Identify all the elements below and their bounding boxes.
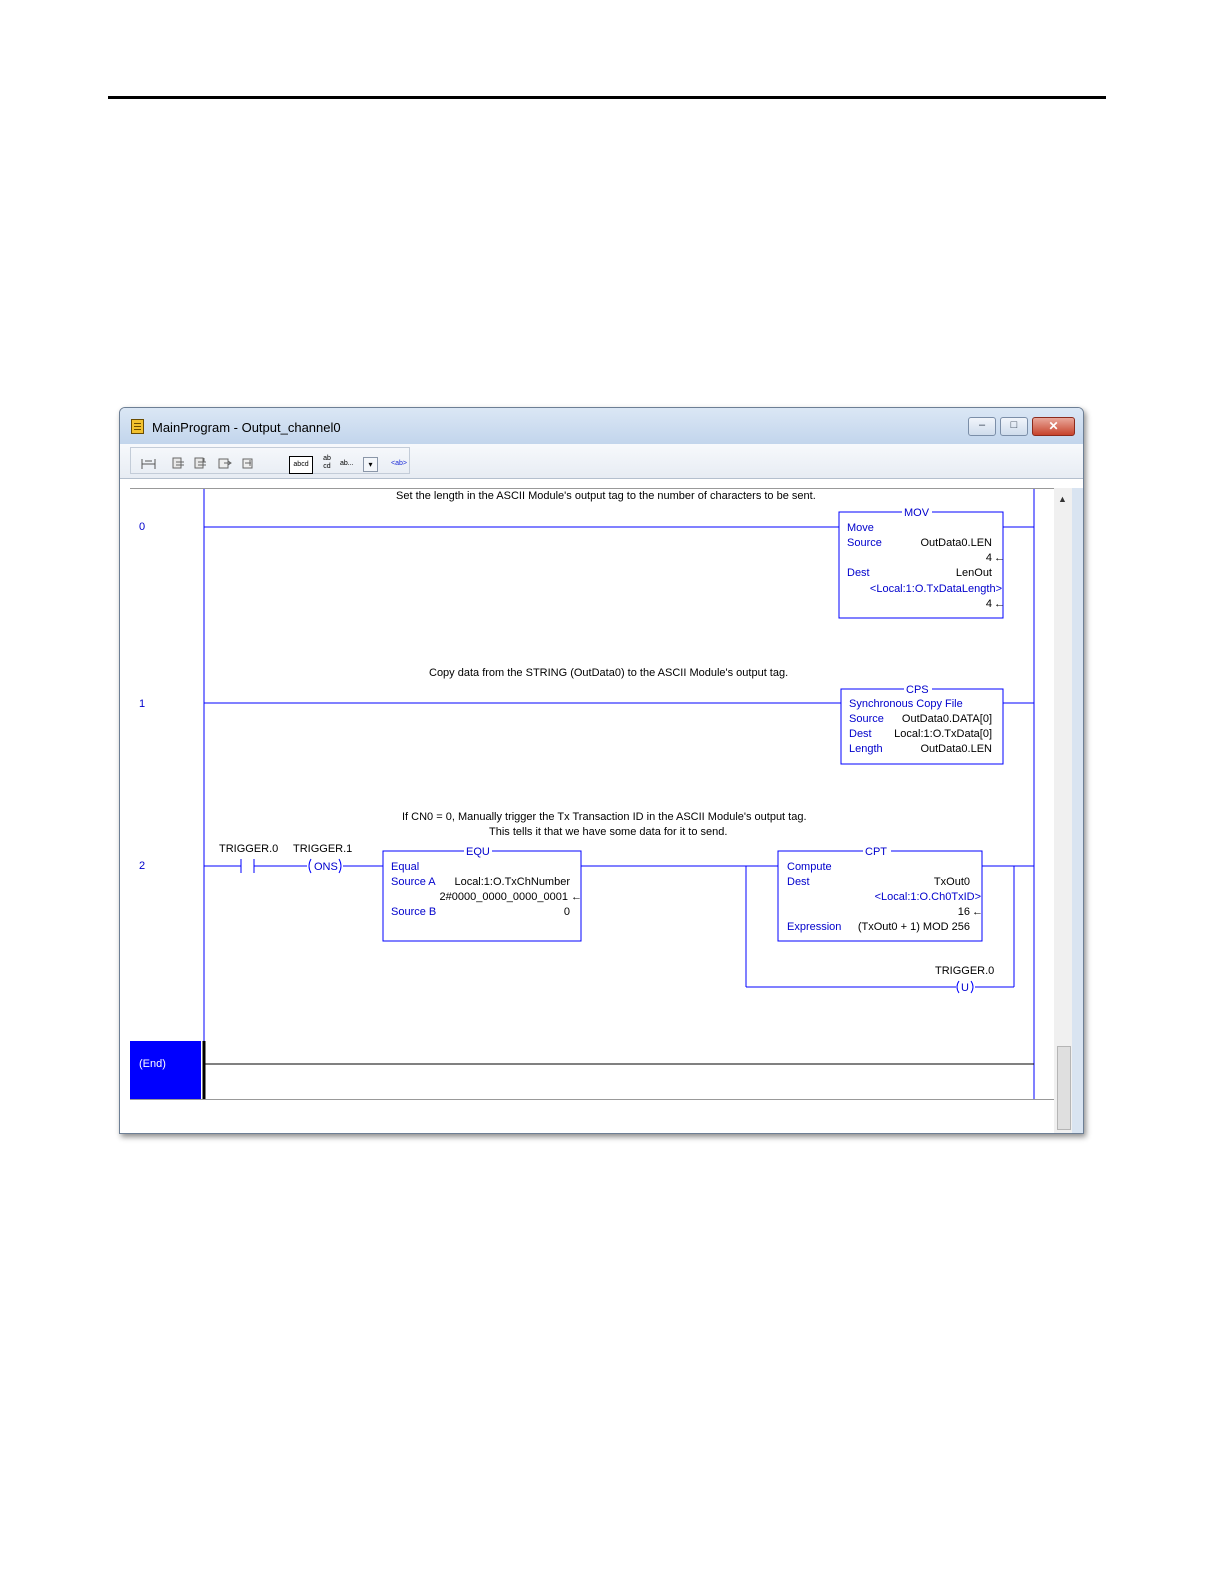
cps-dest-tag[interactable]: Local:1:O.TxData[0]: [894, 728, 992, 740]
end-rung-block[interactable]: [130, 1041, 201, 1099]
minimize-icon: –: [978, 419, 986, 431]
window-titlebar[interactable]: [120, 408, 1083, 444]
arrow-left-icon: ←: [994, 598, 1005, 610]
rung-number[interactable]: 1: [139, 698, 146, 710]
cps-instruction-name: CPS: [906, 684, 929, 696]
coil-left: [957, 981, 959, 993]
toolbar-group: [130, 447, 410, 474]
unlatch-tag[interactable]: TRIGGER.0: [935, 965, 995, 977]
rung-comment: Copy data from the STRING (OutData0) to the ASCII Module's output tag.: [429, 667, 789, 679]
chevron-down-icon[interactable]: ▾: [363, 457, 378, 472]
ons-label: ONS: [314, 861, 338, 873]
scroll-up-icon[interactable]: ▲: [1058, 494, 1067, 504]
cpt-expression-label: Expression: [787, 921, 842, 933]
equ-source-a-value: 2#0000_0000_0000_0001: [439, 891, 568, 903]
ladder-editor-window: [119, 407, 1084, 1134]
branch-icon[interactable]: [141, 456, 156, 471]
equ-source-a-label: Source A: [391, 876, 436, 888]
ladder-canvas[interactable]: [130, 488, 1072, 1100]
equ-source-a-tag[interactable]: Local:1:O.TxChNumber: [454, 876, 570, 888]
cps-source-label: Source: [849, 713, 884, 725]
rung-comment-line2: This tells it that we have some data for it to send.: [489, 826, 728, 838]
arrow-left-icon: ←: [571, 891, 582, 903]
ons-bracket-left: [309, 859, 311, 873]
cpt-dest-label: Dest: [787, 876, 810, 888]
equ-title: Equal: [391, 861, 420, 873]
rung-icon[interactable]: [171, 456, 186, 471]
mov-dest-value: 4: [985, 598, 992, 610]
cpt-dest-tag[interactable]: TxOut0: [933, 876, 970, 888]
cps-title: Synchronous Copy File: [849, 698, 963, 710]
arrow-left-icon: ←: [972, 906, 983, 918]
mov-title: Move: [847, 522, 874, 534]
cpt-expression[interactable]: (TxOut0 + 1) MOD 256: [857, 921, 970, 933]
mov-source-value: 4: [985, 552, 992, 564]
ab-more-button[interactable]: ab...: [340, 460, 354, 467]
mov-dest-alias: <Local:1:O.TxDataLength>: [869, 583, 1002, 595]
window-right-edge: [1072, 488, 1083, 1133]
contact-tag[interactable]: TRIGGER.0: [219, 843, 279, 855]
mov-dest-label: Dest: [847, 567, 870, 579]
ons-bracket-right: [339, 859, 341, 873]
ab-cd-button[interactable]: ab cd: [323, 455, 331, 470]
ab-tag-button[interactable]: <ab>: [391, 460, 407, 467]
rung-insert-icon[interactable]: [193, 456, 208, 471]
arrow-left-icon: ←: [994, 552, 1005, 564]
ons-tag[interactable]: TRIGGER.1: [293, 843, 353, 855]
abcd-button[interactable]: abcd: [289, 456, 313, 474]
equ-source-b-label: Source B: [391, 906, 437, 918]
mov-instruction-name: MOV: [904, 507, 930, 519]
cpt-title: Compute: [787, 861, 832, 873]
vertical-scrollbar[interactable]: [1054, 488, 1072, 1133]
cpt-dest-value: 16: [957, 906, 970, 918]
equ-instruction-name: EQU: [466, 846, 490, 858]
end-label: (End): [139, 1058, 166, 1070]
scrollbar-thumb[interactable]: [1057, 1046, 1071, 1130]
mov-source-label: Source: [847, 537, 882, 549]
ladder-toolbar: [120, 444, 1083, 479]
close-button[interactable]: [1032, 417, 1075, 436]
cpt-instruction-name: CPT: [865, 846, 887, 858]
cps-length-label: Length: [849, 743, 883, 755]
coil-right: [971, 981, 973, 993]
minimize-button[interactable]: [968, 417, 996, 436]
ladder-program-icon: [131, 419, 144, 434]
close-icon: ✕: [1048, 419, 1059, 433]
unlatch-label: U: [961, 982, 969, 994]
rung-number[interactable]: 0: [139, 521, 146, 533]
cps-dest-label: Dest: [849, 728, 872, 740]
mov-source-tag[interactable]: OutData0.LEN: [920, 537, 992, 549]
window-title: MainProgram - Output_channel0: [152, 420, 341, 435]
mov-dest-tag[interactable]: LenOut: [955, 567, 992, 579]
cps-source-tag[interactable]: OutData0.DATA[0]: [901, 713, 992, 725]
rung-comment-line1: If CN0 = 0, Manually trigger the Tx Transaction ID in the ASCII Module's output tag.: [402, 811, 807, 823]
cps-length-tag[interactable]: OutData0.LEN: [920, 743, 992, 755]
maximize-button[interactable]: [1000, 417, 1028, 436]
page-top-rule: [108, 96, 1106, 99]
output-icon[interactable]: [241, 456, 256, 471]
equ-source-b-value: 0: [563, 906, 570, 918]
cpt-dest-alias: <Local:1:O.Ch0TxID>: [874, 891, 981, 903]
input-icon[interactable]: [217, 456, 232, 471]
maximize-icon: □: [1010, 419, 1018, 431]
rung-comment: Set the length in the ASCII Module's output tag to the number of characters to be sent.: [396, 490, 816, 502]
ladder-diagram: [130, 489, 1054, 1099]
rung-number[interactable]: 2: [139, 860, 146, 872]
